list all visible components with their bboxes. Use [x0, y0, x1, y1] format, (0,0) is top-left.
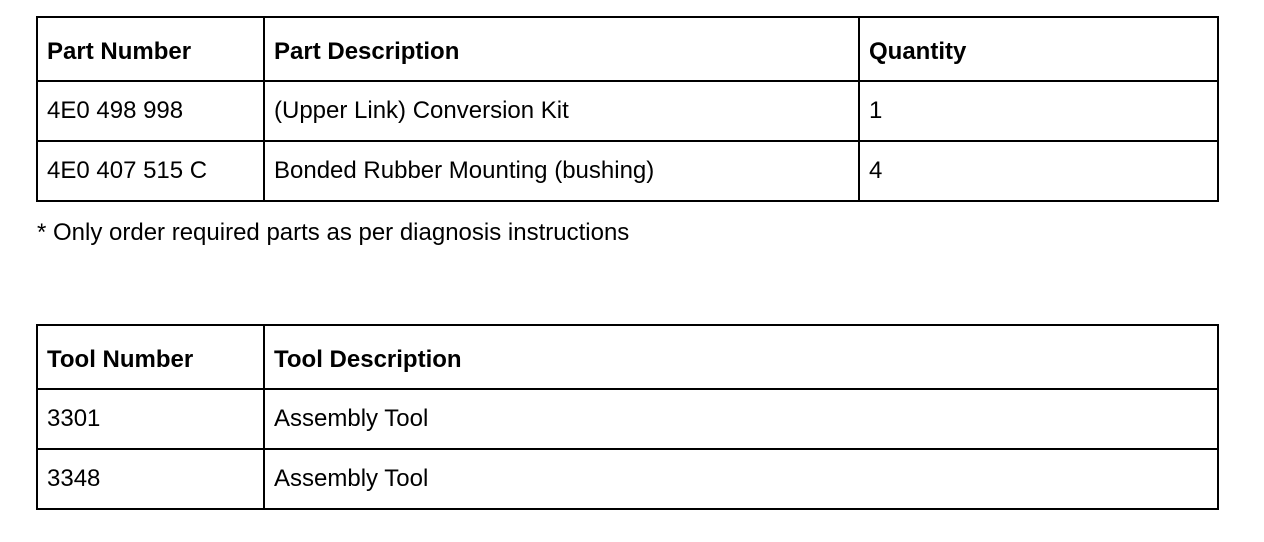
column-header-part-number: Part Number: [37, 17, 264, 81]
parts-table: [36, 16, 1219, 202]
column-header-tool-description: Tool Description: [264, 325, 1218, 389]
tool-number-cell: 3301: [37, 389, 264, 449]
column-header-tool-number: Tool Number: [37, 325, 264, 389]
tool-number-cell: 3348: [37, 449, 264, 509]
table-row: [37, 81, 1218, 141]
table-row: [37, 389, 1218, 449]
tool-description-cell: Assembly Tool: [264, 449, 1218, 509]
part-number-cell: 4E0 407 515 C: [37, 141, 264, 201]
part-description-cell: Bonded Rubber Mounting (bushing): [264, 141, 859, 201]
tool-description-cell: Assembly Tool: [264, 389, 1218, 449]
column-header-part-description: Part Description: [264, 17, 859, 81]
part-number-cell: 4E0 498 998: [37, 81, 264, 141]
table-row: [37, 449, 1218, 509]
column-header-quantity: Quantity: [859, 17, 1218, 81]
table-row: [37, 141, 1218, 201]
tools-table-header-row: [37, 325, 1218, 389]
part-description-cell: (Upper Link) Conversion Kit: [264, 81, 859, 141]
quantity-cell: 1: [859, 81, 1218, 141]
quantity-cell: 4: [859, 141, 1218, 201]
tools-table: [36, 324, 1219, 510]
parts-footnote: * Only order required parts as per diagnosis instructions: [37, 219, 630, 246]
parts-table-header-row: [37, 17, 1218, 81]
